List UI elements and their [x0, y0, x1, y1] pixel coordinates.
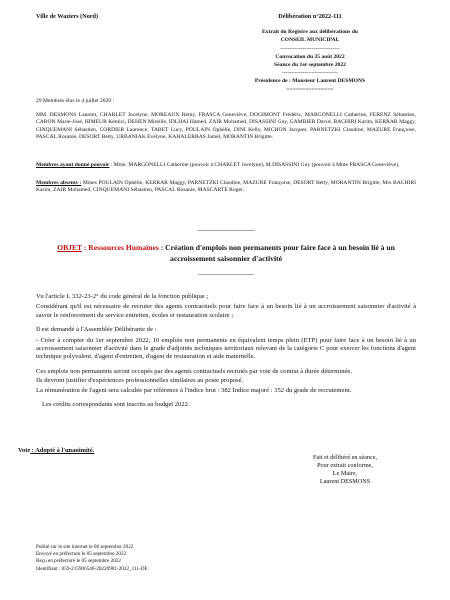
- deliberation-number: Délibération n°2022-111: [278, 13, 342, 20]
- absent-members: [36, 180, 416, 195]
- presidence: Présidence de : Monsieur Laurent DESMONS: [254, 78, 366, 85]
- deliberation-body: [36, 293, 416, 415]
- footer-received: Reçu en préfecture le 05 septembre 2022: [36, 558, 121, 565]
- absent-text: Mmes POULAIN Ophélie, KERRAR Maggy, PARNETZKI Claudine, MAZURE Françoise, DESORT Betty, MORANTIN Brigitte, Mrs BACHIRI Karim, ZAIR Mohamed, CINQUEMANI Sébastien, PASCAL Rosanie, MASCARTE Roger.: [36, 180, 417, 194]
- objet-block: [36, 242, 416, 264]
- transmission-footer: [36, 544, 148, 573]
- footer-published: Publié sur le site internet le 06 septembre 2022: [36, 544, 134, 550]
- commune-name: Ville de Waziers (Nord): [36, 13, 99, 20]
- proxy-text: : Mme. MARGONELLI Catherine (pouvoir à CHARLET Jocelyne), M.DISASSINI Guy (pouvoir à Mme FRASCA Geneviève),: [109, 162, 400, 168]
- objet-label: OBJET: [57, 243, 82, 252]
- emplois-paragraph: Ces emplois non permanents seront occupés par des agents contractuels recrutés par voie de contrat à durée déterminée.: [36, 367, 353, 375]
- signature-line-1: Fait et délibéré en séance,: [312, 454, 378, 461]
- vu-paragraph: Vu l'article L 332-23-2° du code général de la fonction publique ;: [36, 293, 209, 300]
- credits-paragraph: Les crédits correspondants sont inscrits au budget 2022.: [42, 401, 190, 409]
- extract-line-1: Extrait du Registre aux délibérations du: [261, 29, 359, 36]
- vote-value: : Adopté à l'unanimité.: [30, 447, 95, 454]
- convocation-date: Convocation du 25 août 2022: [275, 53, 345, 60]
- demande-paragraph: Il est demandé à l'Assemblée Délibérante de :: [36, 326, 157, 334]
- signature-line-4: Laurent DESMONS: [319, 478, 371, 485]
- vote-result: [18, 447, 94, 454]
- footer-sent: Envoyé en préfecture le 05 septembre 2022: [36, 551, 127, 558]
- separator-objet: ----------------------------: [198, 272, 254, 278]
- justifier-paragraph: Ils devront justifier d'expériences professionnelles similaires au poste proposé.: [36, 377, 244, 385]
- footer-identifier: Identifiant : 059-215906546-20220901-2022_111-DE: [36, 565, 148, 572]
- header-separator-3: ===============: [286, 86, 334, 93]
- objet-title: Création d'emplois non permanents pour faire face à un besoin lié à un accroissement saisonnier d'activité: [165, 243, 395, 263]
- separator-members: -----------------------------: [197, 228, 255, 234]
- proxy-label: Membres ayant donné pouvoir: [36, 162, 110, 168]
- signature-block: [270, 454, 420, 486]
- proxy-members: [36, 162, 416, 169]
- absent-label: Membres absents :: [36, 180, 82, 186]
- header-separator-1: --------------------------------: [280, 45, 340, 52]
- considerant-paragraph: Considérant qu'il est nécessaire de recruter des agents contractuels pour faire face à un besoin lié à un accroissement saisonnier d'activité à savoir le renforcement du service entretien, écoles et restauration scolaire ;: [36, 303, 416, 319]
- creer-paragraph: - Créer à compter du 1er septembre 2022, 10 emplois non permanents en équivalent temps plein (ETP) pour faire face à un besoin lié à un accroissement saisonnier d'activité dans le grade d'adjoints techniques territoriaux relevant de la catégorie C pour exercer les fonctions d'agent technique polyvalent, d'agent d'entretien, d'agent de restauration et aide maternelle.: [36, 336, 416, 361]
- signature-line-2: Pour extrait conforme,: [317, 462, 373, 469]
- members-count: 29 Membres élus le 4 juillet 2020 :: [36, 98, 115, 104]
- header-separator-2: ------------------------------: [282, 70, 338, 77]
- deliberation-header: [230, 13, 390, 94]
- extract-line-2: CONSEIL MUNICIPAL: [280, 37, 340, 44]
- present-members: MM. DESMONS Laurent, CHARLET Jocelyne, MOREAUX Rémy, FRASCA Geneviève, DOGIMONT Frédéric, MARGONELLI Catherine, FERENZ Sébastien, CARON Marie-José, HIMEUR Kémici, DEHEN Mireille, IDLHAJ Hamed, ZAIR Mohamed, DISASSINI Guy, GAMBIER David, BACHIRI Karim, KERRAR Maggy, CINQUEMANI Sébastien, CORDIER Laurence, TABET Lucy, POULAIN Ophélie, DINI Kelly, MICHON Jacques, PARNETZKI Claudine, MAZURE Françoise, PASCAL Rosanie, DESORT Betty, URBANIAK Evelyne, KAHALERRAS Jamel, MORANTIN Brigitte.: [36, 112, 416, 141]
- objet-category: : Ressources Humaines :: [81, 243, 166, 252]
- signature-line-3: Le Maire,: [332, 470, 358, 477]
- seance-date: Séance du 1er septembre 2022: [274, 62, 346, 69]
- remuneration-paragraph: La rémunération de l'agent sera calculée par référence à l'indice brut : 382 Indice majoré : 352 du grade de recrutement.: [36, 386, 352, 394]
- vote-label: Vote: [18, 447, 31, 454]
